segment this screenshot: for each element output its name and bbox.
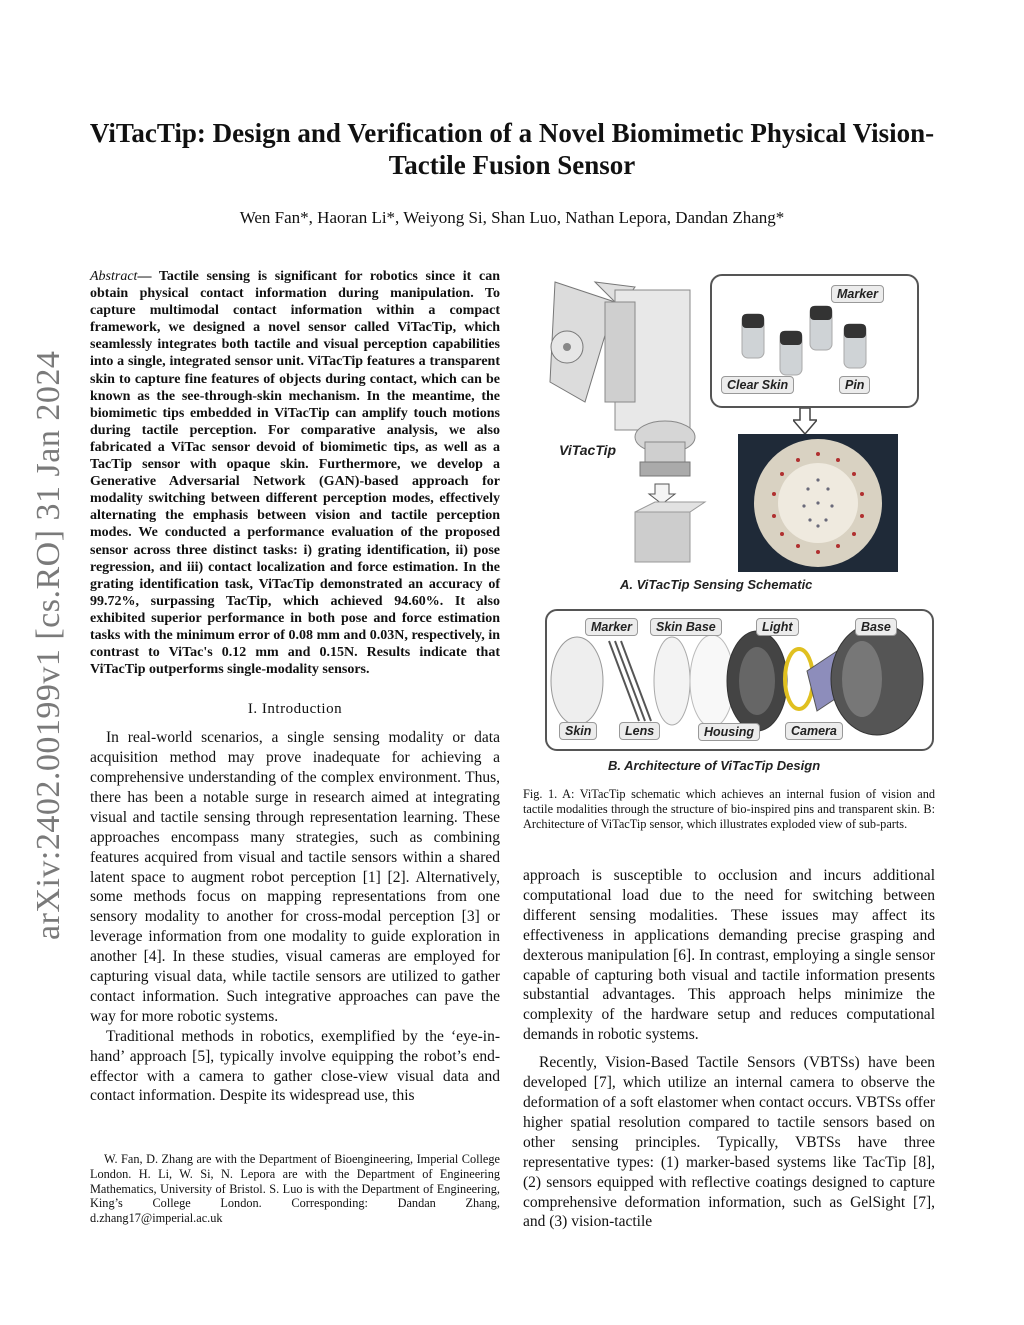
tag-housing: Housing bbox=[698, 723, 760, 741]
right-paragraph-1: approach is susceptible to occlusion and incurs additional computational load due to the need for switching between different sensing modalities. These issues may affect its effectiveness in applications demanding precise grasping and dexterous manipulation [6]. In contrast, employing a single sensor capable of capturing both visual and tactile information presents substantial advantages. This approach helps minimize the complexity of the hardware setup and reduces computational demands in robotic systems. bbox=[523, 867, 935, 1044]
tag-marker-b: Marker bbox=[585, 618, 638, 636]
tag-lens: Lens bbox=[619, 722, 660, 740]
tag-pin: Pin bbox=[839, 376, 870, 394]
subfigure-b-caption: B. Architecture of ViTacTip Design bbox=[608, 758, 821, 773]
right-paragraph-2: Recently, Vision-Based Tactile Sensors (VBTSs) have been developed [7], which utilize an internal camera to observe the deformation of a soft elastomer when contact occurs. VBTSs offer higher spatial resolution compared to tactile sensors based on other sensing principles. Typically, VBTSs have three representative types: (1) marker-based systems like TacTip [8], (2) sensors equipped with reflective coatings designed to capture comprehensive deformation information, such as GelSight [7], and (3) vision-tactile bbox=[523, 1054, 935, 1231]
subfigure-a-caption: A. ViTacTip Sensing Schematic bbox=[620, 577, 813, 592]
tactile-image bbox=[738, 434, 898, 572]
section-heading-introduction: I. Introduction bbox=[247, 701, 343, 718]
vitactip-sensor-illustration bbox=[545, 262, 715, 572]
arxiv-identifier: arXiv:2402.00199v1 [cs.RO] 31 Jan 2024 bbox=[30, 350, 67, 940]
abstract-lead: Abstract bbox=[90, 269, 138, 284]
abstract bbox=[90, 268, 500, 678]
tag-base: Base bbox=[855, 618, 897, 636]
tag-marker-a: Marker bbox=[831, 285, 884, 303]
vitactip-label: ViTacTip bbox=[559, 442, 617, 458]
tag-camera: Camera bbox=[785, 722, 843, 740]
author-list: Wen Fan*, Haoran Li*, Weiyong Si, Shan Luo, Nathan Lepora, Dandan Zhang* bbox=[239, 208, 785, 227]
tag-skin-base: Skin Base bbox=[650, 618, 722, 636]
tag-skin: Skin bbox=[559, 722, 597, 740]
intro-paragraph-2: Traditional methods in robotics, exemplified by the ‘eye-in-hand’ approach [5], typically involve equipping the robot’s end-effector with a camera to gather close-view visual data and contact information. Despite its widespread use, this bbox=[90, 1027, 500, 1105]
author-affiliation-footnote: W. Fan, D. Zhang are with the Department of Bioengineering, Imperial College London. H. Li, W. Si, N. Lepora are with the Department of Engineering Mathematics, University of Bristol. S. Luo is with the Department of Engineering, King’s College London. Corresponding: Dandan Zhang, d.zhang17@imperial.ac.uk bbox=[90, 1152, 500, 1226]
left-column bbox=[90, 268, 500, 1106]
abstract-text: — Tactile sensing is significant for robotics since it can obtain physical contact information during manipulation. To capture multimodal contact information within a compact framework, we designed a novel sensor called ViTacTip, which seamlessly integrates both tactile and visual perception capabilities into a single, integrated sensor unit. ViTacTip features a transparent skin to capture fine features of objects during contact, which can be known as the see-through-skin mechanism. In the meantime, the biomimetic tips embedded in ViTacTip can amplify touch motions during tactile perception. For comparative analysis, we also fabricated a ViTac sensor devoid of biomimetic tips, as well as a TacTip sensor with opaque skin. Furthermore, we develop a Generative Adversarial Network (GAN)-based approach for modality switching between different perception modes, effectively alternating the emphasis between vision and tactile perception modes. We conducted a performance evaluation of the proposed sensor across three distinct tasks: i) grating identification, ii) pose regression, and iii) contact localization and force estimation. In the grating identification task, ViTacTip demonstrated an accuracy of 99.72%, surpassing TacTip, which achieved 94.60%. It also exhibited superior performance in both pose and force estimation tasks with the minimum error of 0.08 mm and 0.03N, respectively, in contrast to ViTac's 0.12 mm and 0.15N. Results indicate that ViTacTip outperforms single-modality sensors. bbox=[90, 269, 500, 678]
intro-paragraph-1: In real-world scenarios, a single sensing modality or data acquisition method may prove inadequate for achieving a comprehensive understanding of the complex environment. Thus, there has been a notable surge in research aimed at integrating visual and tactile sensing through representation learning. These approaches encompass many strategies, such as combining features acquired from visual and tactile sensors within a shared latent space to augment robot perception [1] [2]. Alternatively, some methods focus on mapping representations from one sensory modality to another for cross-modal perception [3] or leverage information from one modality to guide exploration in another [4]. In these studies, visual cameras are employed for capturing visual data, while tactile sensors are utilized to gather contact information. Such integrative approaches can pave the way for more robotic systems. bbox=[90, 729, 500, 1025]
figure-1-caption: Fig. 1. A: ViTacTip schematic which achieves an internal fusion of vision and tactile modalities through the structure of bio-inspired pins and transparent skin. B: Architecture of ViTacTip sensor, which illustrates exploded view of sub-parts. bbox=[523, 787, 935, 831]
down-arrow-icon bbox=[793, 408, 817, 434]
tag-light: Light bbox=[756, 618, 799, 636]
tag-clear-skin: Clear Skin bbox=[721, 376, 794, 394]
right-column-text bbox=[523, 866, 935, 1232]
paper-title: ViTacTip: Design and Verification of a Novel Biomimetic Physical Vision-Tactile Fusion Sensor bbox=[89, 118, 935, 180]
marker-pattern-image bbox=[738, 434, 898, 572]
